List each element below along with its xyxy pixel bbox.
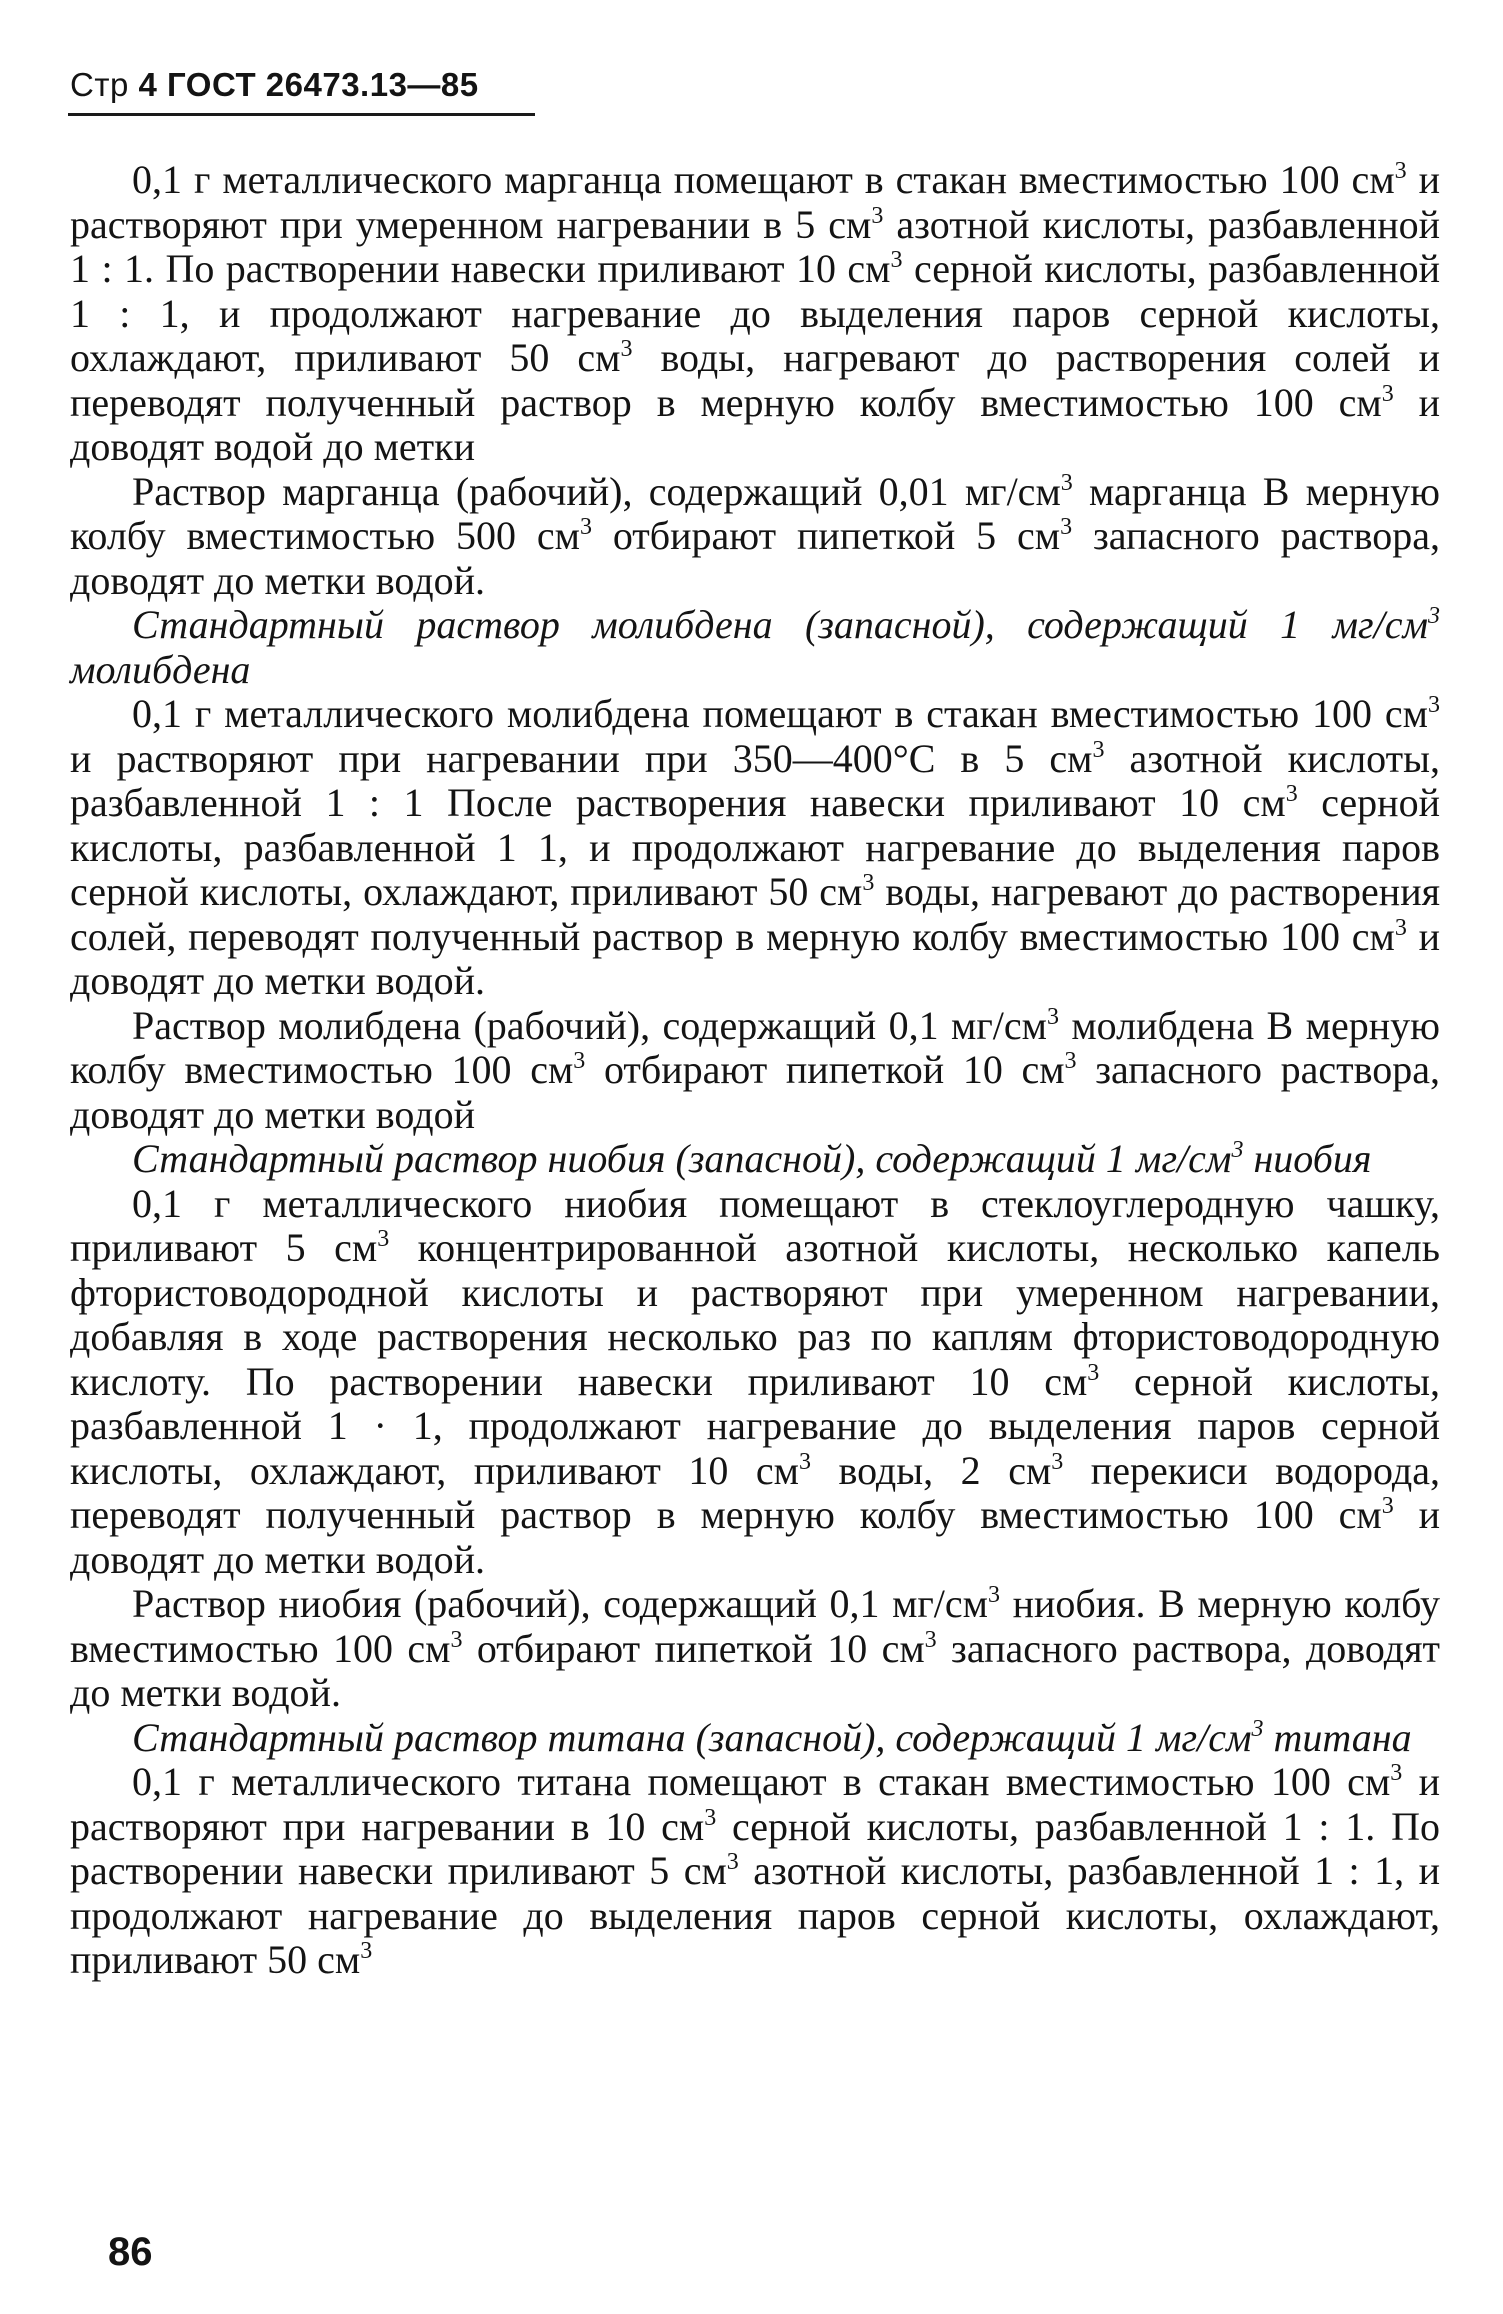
- superscript: 3: [360, 1938, 373, 1965]
- header-page-number: 4: [138, 66, 158, 103]
- text-run: Раствор молибдена (рабочий), содержащий 0,1 мг/см: [132, 1002, 1047, 1048]
- paragraph: [70, 1004, 1440, 1138]
- text-run: ниобия. В мерную колбу вместимостью 100 см: [70, 1581, 1440, 1671]
- text-run: и доводят до метки водой.: [70, 1492, 1441, 1582]
- text-run: запасного раствора, доводят до метки водой.: [70, 513, 1440, 603]
- paragraph: [70, 158, 1440, 470]
- section-heading: [70, 1137, 1440, 1182]
- superscript: 3: [1381, 380, 1394, 407]
- superscript: 3: [1046, 1003, 1059, 1030]
- page-number: 86: [108, 2230, 153, 2274]
- paragraph: [70, 470, 1440, 604]
- text-run: запасного раствора, доводят до метки водой: [70, 1047, 1440, 1137]
- text-run: 0,1 г металлического марганца помещают в стакан вместимостью 100 см: [132, 157, 1395, 202]
- superscript: 3: [1428, 692, 1440, 719]
- header-prefix: Стр: [70, 66, 129, 103]
- superscript: 3: [1087, 1359, 1100, 1386]
- superscript: 3: [377, 1226, 390, 1253]
- text-run: Стандартный раствор молибдена (запасной), содержащий 1 мг/см: [132, 602, 1428, 647]
- text-run: серной кислоты, разбавленной 1 : 1. По растворении навески приливают 5 см: [70, 1803, 1440, 1893]
- text-run: и доводят водой до метки: [70, 379, 1441, 469]
- text-run: Раствор ниобия (рабочий), содержащий 0,1 мг/см: [132, 1581, 988, 1626]
- text-run: молибдена: [70, 646, 251, 692]
- text-run: отбирают пипеткой 10 см: [462, 1625, 925, 1671]
- text-run: 0,1 г металлического титана помещают в стакан вместимостью 100 см: [132, 1759, 1391, 1804]
- paragraph: [70, 1760, 1440, 1983]
- text-run: азотной кислоты, разбавленной 1 : 1, и продолжают нагревание до выделения паров серной кислоты, охлаждают, приливают 50 см: [70, 1848, 1440, 1982]
- superscript: 3: [1060, 514, 1073, 541]
- superscript: 3: [924, 1626, 937, 1653]
- text-run: азотной кислоты, разбавленной 1 : 1. По растворении навески приливают 10 см: [70, 201, 1441, 291]
- superscript: 3: [890, 247, 903, 274]
- superscript: 3: [1381, 1493, 1394, 1520]
- text-run: Раствор марганца (рабочий), содержащий 0,01 мг/см: [132, 468, 1061, 514]
- superscript: 3: [579, 514, 592, 541]
- superscript: 3: [620, 336, 633, 363]
- section-heading: [70, 1716, 1440, 1761]
- text-run: 0,1 г металлического молибдена помещают в стакан вместимостью 100 см: [132, 691, 1428, 736]
- paragraph: [70, 692, 1440, 1004]
- text-run: ниобия: [1243, 1136, 1372, 1181]
- text-run: и растворяют при умеренном нагревании в 5 см: [70, 157, 1441, 247]
- superscript: 3: [1051, 1448, 1064, 1475]
- text-run: 0,1 г металлического ниобия помещают в стеклоуглеродную чашку, приливают 5 см: [70, 1180, 1440, 1270]
- text-run: и растворяют при нагревании при 350—400°С в 5 см: [70, 735, 1093, 781]
- text-run: концентрированной азотной кислоты, несколько капель фтористоводородной кислоты и растворяют при умеренном нагревании, добавляя в ходе растворения несколько раз по каплям фтористоводородную кислоту. По растворении навески приливают 10 см: [70, 1225, 1441, 1404]
- text-run: и растворяют при нагревании в 10 см: [70, 1759, 1441, 1849]
- superscript: 3: [862, 870, 875, 897]
- header-standard-code: ГОСТ 26473.13—85: [167, 66, 479, 103]
- text-run: азотной кислоты, разбавленной 1 : 1 После растворения навески приливают 10 см: [70, 735, 1440, 825]
- superscript: 3: [1428, 603, 1440, 630]
- page-header: [70, 66, 479, 104]
- text-run: и доводят до метки водой.: [70, 913, 1441, 1003]
- text-run: серной кислоты, разбавленной 1 1, и продолжают нагревание до выделения паров серной кислоты, охлаждают, приливают 50 см: [70, 780, 1440, 914]
- superscript: 3: [1060, 469, 1073, 496]
- text-run: марганца В мерную колбу вместимостью 500 см: [70, 468, 1440, 558]
- paragraph: [70, 1582, 1440, 1716]
- text-run: воды, нагревают до растворения солей и переводят полученный раствор в мерную колбу вместимостью 100 см: [70, 335, 1440, 425]
- text-run: отбирают пипеткой 5 см: [591, 513, 1061, 558]
- superscript: 3: [573, 1048, 586, 1075]
- superscript: 3: [871, 202, 884, 229]
- text-run: воды, 2 см: [810, 1447, 1052, 1493]
- superscript: 3: [1231, 1137, 1244, 1164]
- text-run: Стандартный раствор ниобия (запасной), содержащий 1 мг/см: [132, 1136, 1232, 1181]
- text-run: титана: [1263, 1714, 1412, 1760]
- header-rule: [68, 113, 535, 116]
- text-run: запасного раствора, доводят до метки водой.: [70, 1625, 1441, 1715]
- text-run: молибдена В мерную колбу вместимостью 100 см: [70, 1002, 1441, 1092]
- paragraph: [70, 1182, 1440, 1583]
- superscript: 3: [1394, 158, 1407, 185]
- superscript: 3: [1390, 1760, 1403, 1787]
- superscript: 3: [987, 1582, 1000, 1609]
- superscript: 3: [1064, 1048, 1077, 1075]
- text-run: Стандартный раствор титана (запасной), содержащий 1 мг/см: [132, 1714, 1252, 1760]
- superscript: 3: [1092, 736, 1105, 763]
- superscript: 3: [798, 1448, 811, 1475]
- superscript: 3: [1285, 781, 1298, 808]
- superscript: 3: [704, 1804, 717, 1831]
- superscript: 3: [726, 1849, 739, 1876]
- section-heading: [70, 603, 1440, 692]
- text-run: перекиси водорода, переводят полученный раствор в мерную колбу вместимостью 100 см: [70, 1447, 1440, 1537]
- superscript: 3: [1394, 914, 1407, 941]
- text-run: серной кислоты, разбавленной 1 · 1, продолжают нагревание до выделения паров серной кислоты, охлаждают, приливают 10 см: [70, 1358, 1440, 1493]
- superscript: 3: [450, 1626, 463, 1653]
- text-run: отбирают пипеткой 10 см: [585, 1047, 1065, 1092]
- text-run: воды, нагревают до растворения солей, переводят полученный раствор в мерную колбу вместимостью 100 см: [70, 869, 1440, 959]
- superscript: 3: [1251, 1715, 1264, 1742]
- document-body: [70, 158, 1440, 1983]
- text-run: серной кислоты, разбавленной 1 : 1, и продолжают нагревание до выделения паров серной кислоты, охлаждают, приливают 50 см: [70, 246, 1440, 380]
